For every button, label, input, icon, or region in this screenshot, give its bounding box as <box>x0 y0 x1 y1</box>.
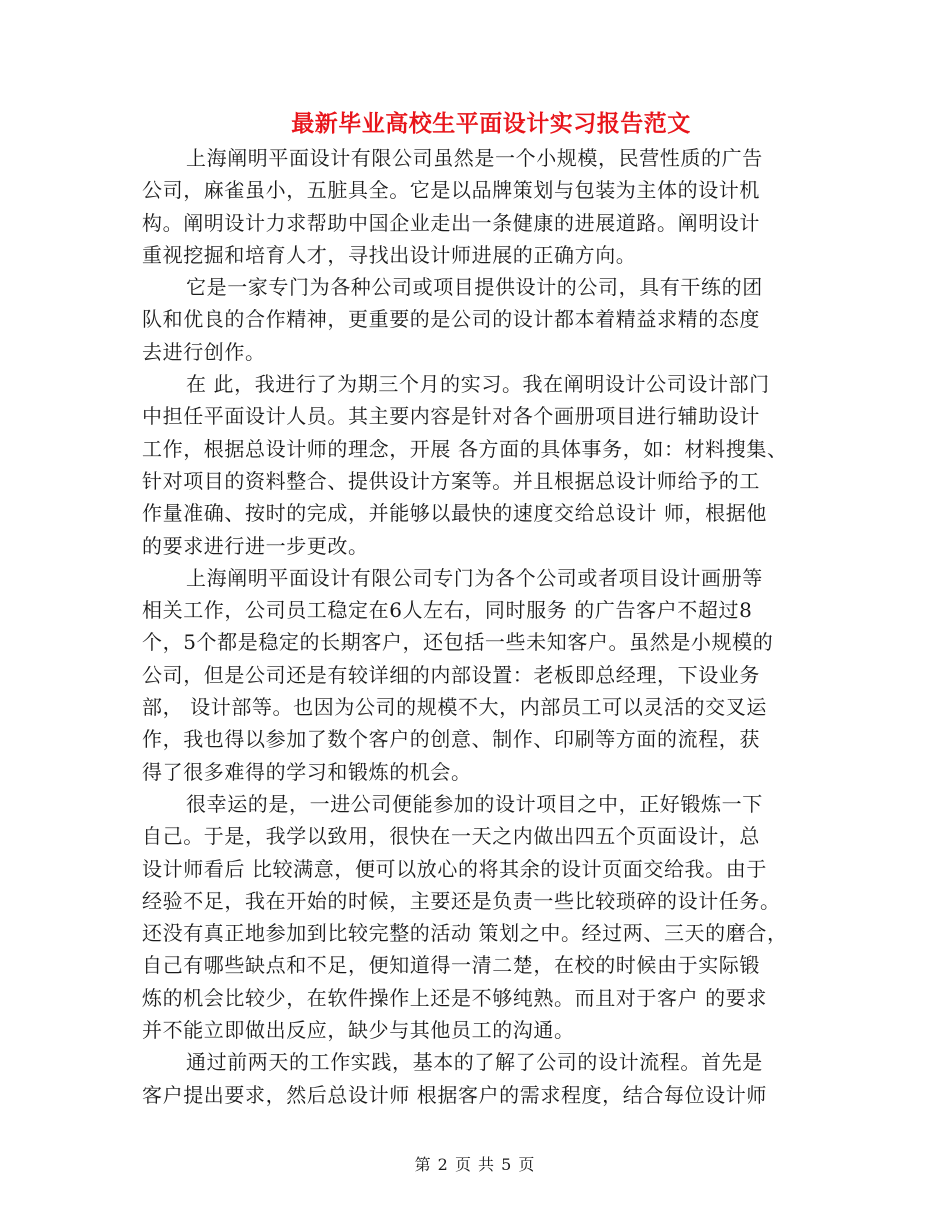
text-line: 得了很多难得的学习和锻炼的机会。 <box>142 759 472 784</box>
text-line: 自己有哪些缺点和不足，便知道得一清二楚，在校的时候由于实际锻 <box>142 953 760 978</box>
paragraph-1 <box>142 142 814 271</box>
text-line: 通过前两天的工作实践，基本的了解了公司的设计流程。首先是 <box>186 1050 763 1075</box>
text-line: 炼的机会比较少，在软件操作上还是不够纯熟。而且对于客户 的要求 <box>142 985 767 1010</box>
paragraph-3 <box>142 368 814 562</box>
text-line: 去进行创作。 <box>142 339 266 364</box>
text-line: 经验不足，我在开始的时候，主要还是负责一些比较琐碎的设计任务。 <box>142 888 781 913</box>
text-line: 公司，麻雀虽小，五脏具全。它是以品牌策划与包装为主体的设计机 <box>142 178 760 203</box>
text-line: 公司，但是公司还是有较详细的内部设置：老板即总经理，下设业务 <box>142 662 760 687</box>
text-line: 上海阐明平面设计有限公司专门为各个公司或者项目设计画册等 <box>186 565 763 590</box>
text-line: 作量准确、按时的完成，并能够以最快的速度交给总设计 师，根据他 <box>142 501 767 526</box>
text-line: 自己。于是，我学以致用，很快在一天之内做出四五个页面设计，总 <box>142 824 760 849</box>
text-line: 相关工作，公司员工稳定在6人左右，同时服务 的广告客户不超过8 <box>142 598 753 623</box>
paragraph-6 <box>142 1046 814 1111</box>
text-line: 它是一家专门为各种公司或项目提供设计的公司，具有干练的团 <box>186 275 763 300</box>
text-line: 作，我也得以参加了数个客户的创意、制作、印刷等方面的流程，获 <box>142 727 760 752</box>
text-line: 上海阐明平面设计有限公司虽然是一个小规模，民营性质的广告 <box>186 146 763 170</box>
text-line: 针对项目的资料整合、提供设计方案等。并且根据总设计师给予的工 <box>142 468 760 493</box>
text-line: 还没有真正地参加到比较完整的活动 策划之中。经过两、三天的磨合， <box>142 921 788 946</box>
text-line: 设计师看后 比较满意，便可以放心的将其余的设计页面交给我。由于 <box>142 856 767 881</box>
text-line: 很幸运的是，一进公司便能参加的设计项目之中，正好锻炼一下 <box>186 791 763 816</box>
document-title: 最新毕业高校生平面设计实习报告范文 <box>291 110 691 137</box>
text-line: 工作，根据总设计师的理念，开展 各方面的具体事务，如：材料搜集、 <box>142 436 788 461</box>
paragraph-2 <box>142 271 814 368</box>
text-line: 在 此，我进行了为期三个月的实习。我在阐明设计公司设计部门 <box>186 372 770 397</box>
text-line: 部， 设计部等。也因为公司的规模不大，内部员工可以灵活的交叉运 <box>142 695 767 720</box>
text-line: 客户提出要求，然后总设计师 根据客户的需求程度，结合每位设计师 <box>142 1082 767 1107</box>
text-line: 重视挖掘和培育人才，寻找出设计师进展的正确方向。 <box>142 242 637 267</box>
document-body <box>142 108 814 1111</box>
text-line: 中担任平面设计人员。其主要内容是针对各个画册项目进行辅助设计 <box>142 404 760 429</box>
text-line: 队和优良的合作精神，更重要的是公司的设计都本着精益求精的态度 <box>142 307 760 332</box>
text-line: 个，5个都是稳定的长期客户，还包括一些未知客户。虽然是小规模的 <box>142 630 774 655</box>
paragraph-4 <box>142 562 814 788</box>
text-line: 构。阐明设计力求帮助中国企业走出一条健康的进展道路。阐明设计 <box>142 210 760 235</box>
text-line: 的要求进行进一步更改。 <box>142 533 369 558</box>
text-line: 并不能立即做出反应，缺少与其他员工的沟通。 <box>142 1018 575 1043</box>
page-number-footer: 第 2 页 共 5 页 <box>414 1155 536 1174</box>
paragraph-5 <box>142 788 814 1046</box>
